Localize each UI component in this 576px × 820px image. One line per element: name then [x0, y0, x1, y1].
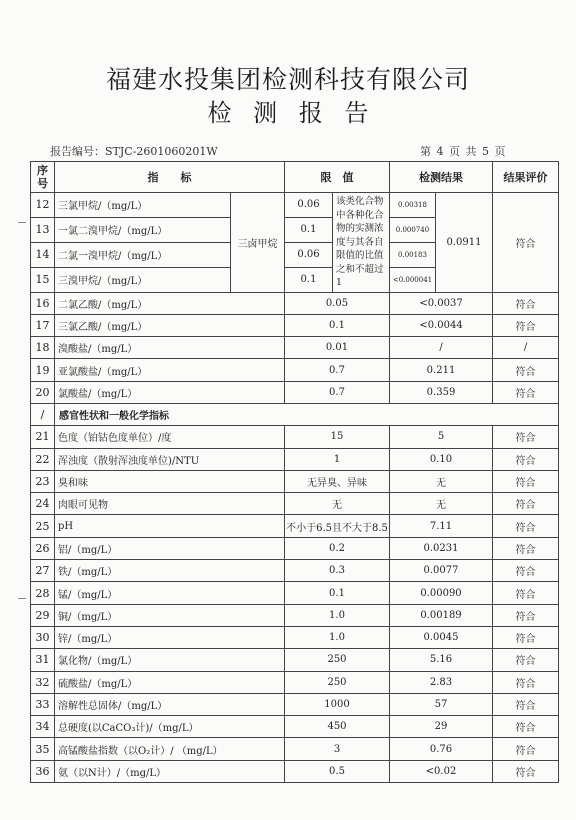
table-row [31, 716, 559, 738]
evaluation-value: 符合 [493, 693, 559, 715]
table-row: 15 三溴甲烷/（mg/L） 0.1 <0.000041 [31, 267, 559, 292]
result-value: 2.83 [390, 671, 493, 693]
indicator-name: pH [55, 515, 285, 537]
evaluation-value: 符合 [493, 448, 559, 470]
thm-group-note: 该类化合物中各种化合物的实测浓度与其各自限值的比值之和不超过1 [333, 193, 390, 293]
thm-total-result: 0.0911 [436, 193, 493, 293]
result-value: 0.0077 [390, 560, 493, 582]
table-row [31, 292, 559, 314]
evaluation-value: 符合 [493, 560, 559, 582]
table-row: 14 二氯一溴甲烷/（mg/L） 0.06 0.00183 [31, 242, 559, 267]
table-row [31, 649, 559, 671]
row-number: 22 [31, 448, 55, 470]
indicator-name: 氨（以N计）/（mg/L） [55, 760, 285, 782]
limit-value: 0.01 [285, 337, 390, 359]
limit-value: 3 [285, 738, 390, 760]
evaluation-value: 符合 [493, 359, 559, 381]
evaluation-value: 符合 [493, 537, 559, 559]
limit-value: 0.1 [285, 582, 390, 604]
table-row [31, 604, 559, 626]
results-table [30, 161, 559, 783]
indicator-name: 溶解性总固体/（mg/L） [55, 693, 285, 715]
indicator-name: 铝/（mg/L） [55, 537, 285, 559]
thm-group-label: 三卤甲烷 [231, 193, 285, 293]
row-number: 34 [31, 716, 55, 738]
table-row [31, 381, 559, 403]
section-title: 感官性状和一般化学指标 [55, 403, 559, 425]
scan-margin-mark [18, 222, 26, 223]
limit-value: 450 [285, 716, 390, 738]
header-evaluation: 结果评价 [493, 162, 559, 193]
row-number: 24 [31, 493, 55, 515]
result-value: 0.10 [390, 448, 493, 470]
result-value: 0.211 [390, 359, 493, 381]
result-value: 0.0231 [390, 537, 493, 559]
evaluation-value: 符合 [493, 314, 559, 336]
company-title: 福建水投集团检测科技有限公司 [105, 65, 470, 94]
header-limit: 限 值 [285, 162, 390, 193]
limit-value: 1 [285, 448, 390, 470]
result-value: 0.00090 [390, 582, 493, 604]
indicator-name: 二氯乙酸/（mg/L） [55, 292, 285, 314]
limit-value: 0.05 [285, 292, 390, 314]
thm-evaluation: 符合 [493, 193, 559, 293]
indicator-name: 溴酸盐/（mg/L） [55, 337, 285, 359]
evaluation-value: / [493, 337, 559, 359]
result-value: 0.359 [390, 381, 493, 403]
limit-value: 250 [285, 649, 390, 671]
indicator-name: 高锰酸盐指数（以O₂计）/ （mg/L） [55, 738, 285, 760]
result-value: 7.11 [390, 515, 493, 537]
evaluation-value: 符合 [493, 716, 559, 738]
row-number: 28 [31, 582, 55, 604]
evaluation-value: 符合 [493, 649, 559, 671]
table-row [31, 314, 559, 336]
indicator-name: 锰/（mg/L） [55, 582, 285, 604]
page-info: 第 4 页 共 5 页 [420, 145, 506, 158]
row-number: 17 [31, 314, 55, 336]
table-row [31, 359, 559, 381]
row-number: 25 [31, 515, 55, 537]
section-no: / [31, 403, 55, 425]
header-result: 检测结果 [390, 162, 493, 193]
header-indicator: 指 标 [55, 162, 285, 193]
result-value: 无 [390, 470, 493, 492]
limit-value: 0.5 [285, 760, 390, 782]
evaluation-value: 符合 [493, 671, 559, 693]
evaluation-value: 符合 [493, 426, 559, 448]
table-row [31, 693, 559, 715]
result-value: 29 [390, 716, 493, 738]
row-number: 16 [31, 292, 55, 314]
indicator-name: 肉眼可见物 [55, 493, 285, 515]
scan-margin-mark [18, 598, 26, 599]
table-row [31, 582, 559, 604]
result-value: <0.0037 [390, 292, 493, 314]
table-header-row [31, 162, 559, 193]
result-value: 5 [390, 426, 493, 448]
result-value: 0.00189 [390, 604, 493, 626]
row-number: 36 [31, 760, 55, 782]
row-number: 19 [31, 359, 55, 381]
limit-value: 0.3 [285, 560, 390, 582]
indicator-name: 锌/（mg/L） [55, 626, 285, 648]
evaluation-value: 符合 [493, 582, 559, 604]
limit-value: 1000 [285, 693, 390, 715]
result-value: 57 [390, 693, 493, 715]
limit-value: 不小于6.5且不大于8.5 [285, 515, 390, 537]
report-title: 检 测 报 告 [207, 99, 369, 127]
limit-value: 15 [285, 426, 390, 448]
table-row [31, 426, 559, 448]
table-row [31, 448, 559, 470]
row-number: 27 [31, 560, 55, 582]
row-number: 23 [31, 470, 55, 492]
row-number: 29 [31, 604, 55, 626]
table-row [31, 515, 559, 537]
evaluation-value: 符合 [493, 626, 559, 648]
result-value: <0.0044 [390, 314, 493, 336]
table-row [31, 760, 559, 782]
limit-value: 0.7 [285, 381, 390, 403]
limit-value: 0.7 [285, 359, 390, 381]
indicator-name: 臭和味 [55, 470, 285, 492]
table-row [31, 337, 559, 359]
row-number: 33 [31, 693, 55, 715]
limit-value: 1.0 [285, 604, 390, 626]
indicator-name: 氯酸盐/（mg/L） [55, 381, 285, 403]
limit-value: 250 [285, 671, 390, 693]
limit-value: 0.2 [285, 537, 390, 559]
table-row: 13 一氯二溴甲烷/（mg/L） 0.1 0.000740 [31, 217, 559, 242]
indicator-name: 氯化物/（mg/L） [55, 649, 285, 671]
indicator-name: 铁/（mg/L） [55, 560, 285, 582]
indicator-name: 三氯乙酸/（mg/L） [55, 314, 285, 336]
row-number: 21 [31, 426, 55, 448]
result-value: / [390, 337, 493, 359]
evaluation-value: 符合 [493, 493, 559, 515]
limit-value: 无异臭、异味 [285, 470, 390, 492]
table-row [31, 626, 559, 648]
row-number: 30 [31, 626, 55, 648]
table-row [31, 560, 559, 582]
evaluation-value: 符合 [493, 292, 559, 314]
table-row: 12 三氯甲烷/（mg/L） 三卤甲烷 0.06 该类化合物中各种化合物的实测浓度与其各自限值的比值之和不超过1 0.00318 0.0911 符合 [31, 193, 559, 218]
result-value: 无 [390, 493, 493, 515]
result-value: <0.02 [390, 760, 493, 782]
row-number: 26 [31, 537, 55, 559]
limit-value: 1.0 [285, 626, 390, 648]
section-header-row [31, 403, 559, 425]
result-value: 0.0045 [390, 626, 493, 648]
indicator-name: 浑浊度（散射浑浊度单位)/NTU [55, 448, 285, 470]
indicator-name: 铜/（mg/L） [55, 604, 285, 626]
indicator-name: 硫酸盐/（mg/L） [55, 671, 285, 693]
header-no: 序 号 [31, 162, 55, 193]
table-row [31, 493, 559, 515]
table-row [31, 671, 559, 693]
table-row [31, 738, 559, 760]
indicator-name: 色度（铂钴色度单位）/度 [55, 426, 285, 448]
row-number: 20 [31, 381, 55, 403]
evaluation-value: 符合 [493, 604, 559, 626]
evaluation-value: 符合 [493, 760, 559, 782]
evaluation-value: 符合 [493, 738, 559, 760]
row-number: 32 [31, 671, 55, 693]
evaluation-value: 符合 [493, 470, 559, 492]
evaluation-value: 符合 [493, 515, 559, 537]
evaluation-value: 符合 [493, 381, 559, 403]
row-number: 31 [31, 649, 55, 671]
table-row [31, 537, 559, 559]
indicator-name: 亚氯酸盐/（mg/L） [55, 359, 285, 381]
table-row [31, 470, 559, 492]
row-number: 35 [31, 738, 55, 760]
limit-value: 无 [285, 493, 390, 515]
report-number: 报告编号：STJC-2601060201W [50, 145, 218, 158]
limit-value: 0.1 [285, 314, 390, 336]
indicator-name: 总硬度(以CaCO₃计)/（mg/L） [55, 716, 285, 738]
result-value: 0.76 [390, 738, 493, 760]
row-number: 18 [31, 337, 55, 359]
result-value: 5.16 [390, 649, 493, 671]
